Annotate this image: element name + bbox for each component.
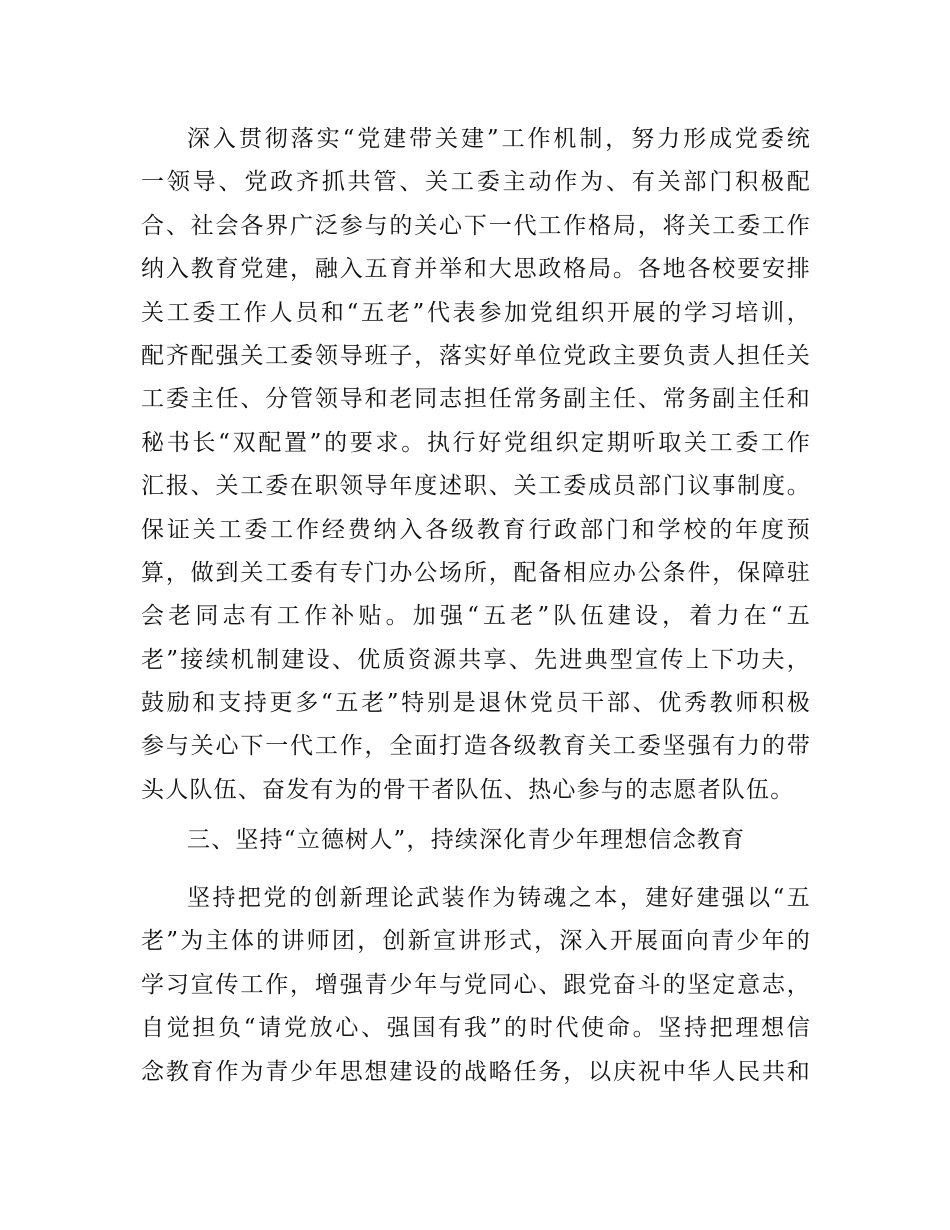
paragraph-line: 工委主任、分管领导和老同志担任常务副主任、常务副主任和 bbox=[141, 386, 811, 413]
paragraph-line: 坚持把党的创新理论武装作为铸魂之本，建好建强以“五 bbox=[187, 885, 811, 911]
paragraph-line: 关工委工作人员和“五老”代表参加党组织开展的学习培训， bbox=[141, 299, 811, 326]
paragraph-line: 配齐配强关工委领导班子，落实好单位党政主要负责人担任关 bbox=[141, 342, 811, 369]
paragraph-line: 学习宣传工作，增强青少年与党同心、跟党奋斗的坚定意志， bbox=[141, 971, 811, 998]
paragraph-line: 鼓励和支持更多“五老”特别是退休党员干部、优秀教师积极 bbox=[141, 690, 811, 717]
section-heading bbox=[141, 819, 811, 862]
paragraph-line: 深入贯彻落实“党建带关建”工作机制，努力形成党委统 bbox=[187, 126, 811, 152]
section-heading-text: 三、坚持“立德树人”，持续深化青少年理想信念教育 bbox=[187, 827, 746, 853]
paragraph-ideals-education bbox=[141, 877, 811, 1094]
paragraph-line: 纳入教育党建，融入五育并举和大思政格局。各地各校要安排 bbox=[141, 256, 811, 283]
paragraph-line: 会老同志有工作补贴。加强“五老”队伍建设，着力在“五 bbox=[141, 603, 811, 630]
paragraph-line: 老”为主体的讲师团，创新宣讲形式，深入开展面向青少年的 bbox=[141, 928, 811, 955]
paragraph-party-building-mechanism bbox=[141, 118, 811, 812]
paragraph-line: 头人队伍、奋发有为的骨干者队伍、热心参与的志愿者队伍。 bbox=[141, 776, 795, 803]
paragraph-line: 保证关工委工作经费纳入各级教育行政部门和学校的年度预 bbox=[141, 516, 811, 543]
paragraph-line: 自觉担负“请党放心、强国有我”的时代使命。坚持把理想信 bbox=[141, 1015, 811, 1042]
paragraph-line: 算，做到关工委有专门办公场所，配备相应办公条件，保障驻 bbox=[141, 559, 811, 586]
paragraph-line: 合、社会各界广泛参与的关心下一代工作格局，将关工委工作 bbox=[141, 212, 811, 239]
paragraph-line: 老”接续机制建设、优质资源共享、先进典型宣传上下功夫， bbox=[141, 646, 811, 673]
paragraph-line: 一领导、党政齐抓共管、关工委主动作为、有关部门积极配 bbox=[141, 169, 811, 196]
paragraph-line: 秘书长“双配置”的要求。执行好党组织定期听取关工委工作 bbox=[141, 429, 811, 456]
paragraph-line: 参与关心下一代工作，全面打造各级教育关工委坚强有力的带 bbox=[141, 733, 811, 760]
paragraph-line: 汇报、关工委在职领导年度述职、关工委成员部门议事制度。 bbox=[141, 473, 811, 500]
paragraph-line: 念教育作为青少年思想建设的战略任务，以庆祝中华人民共和 bbox=[141, 1058, 811, 1085]
